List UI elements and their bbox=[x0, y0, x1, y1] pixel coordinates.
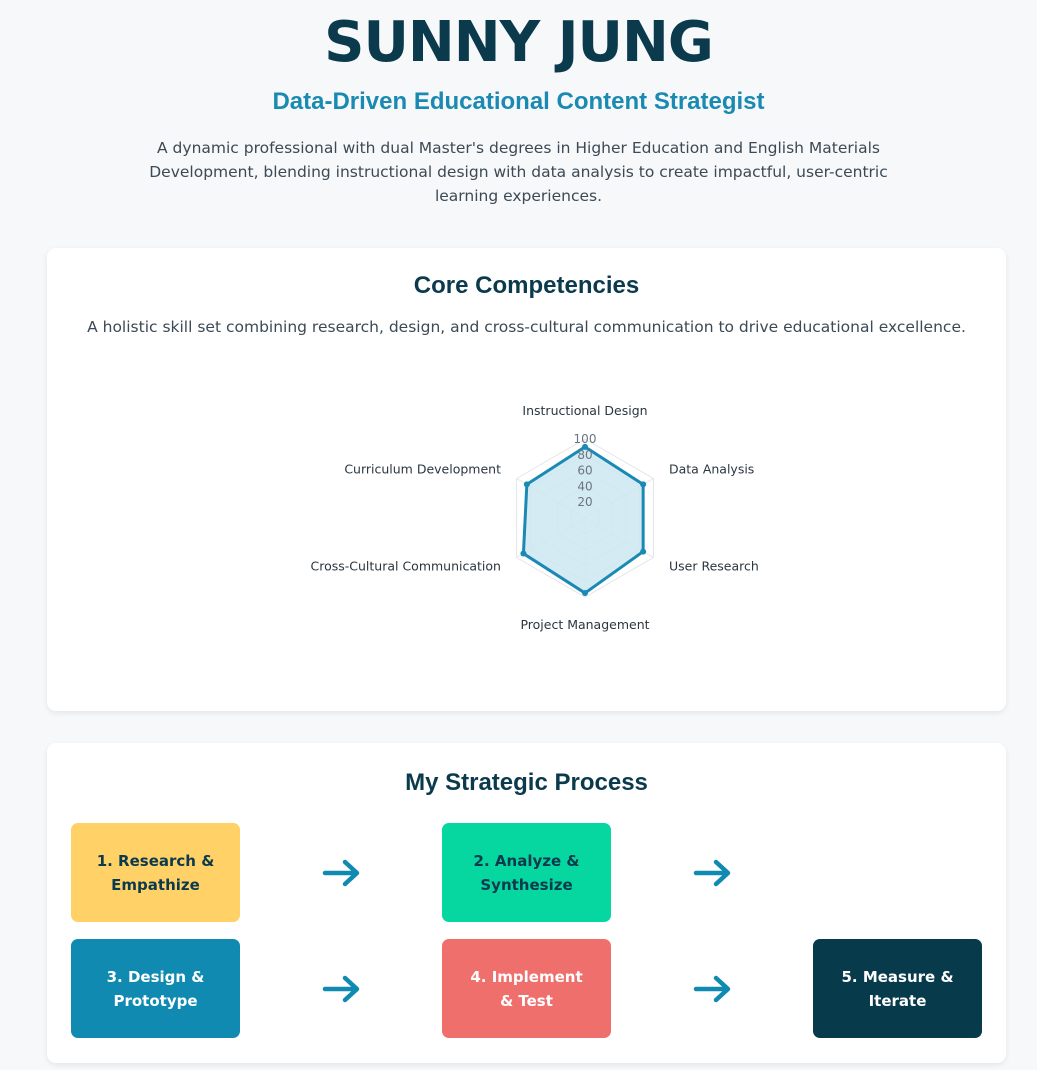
radar-tick-label: 20 bbox=[577, 495, 593, 510]
summary: A dynamic professional with dual Master's degrees in Higher Education and English Materials Development, blending instructional design with data analysis to create impactful, user-centric learning experiences. bbox=[149, 139, 888, 205]
tagline: Data-Driven Educational Content Strategist bbox=[272, 88, 765, 115]
radar-category-label: User Research bbox=[669, 558, 759, 574]
arrow-right-icon bbox=[322, 974, 362, 1004]
process-step-4 bbox=[442, 939, 611, 1038]
arrow-right-icon bbox=[693, 858, 733, 888]
radar-tick-label: 40 bbox=[577, 479, 593, 494]
process-step-2 bbox=[442, 823, 611, 922]
radar-tick-label: 80 bbox=[577, 447, 593, 462]
radar-point bbox=[524, 481, 530, 487]
radar-chart bbox=[47, 248, 1006, 711]
radar-tick-label: 60 bbox=[577, 463, 593, 478]
competencies-card bbox=[47, 248, 1006, 711]
competencies-description: A holistic skill set combining research, design, and cross-cultural communication to drive educational excellence. bbox=[87, 318, 966, 336]
process-step-5 bbox=[813, 939, 982, 1038]
competencies-title: Core Competencies bbox=[413, 272, 640, 299]
arrow-right-icon bbox=[322, 858, 362, 888]
radar-point bbox=[520, 551, 526, 557]
radar-category-label: Project Management bbox=[520, 617, 650, 632]
process-title: My Strategic Process bbox=[405, 769, 648, 796]
step-2-label: 2. Analyze & Synthesize bbox=[473, 851, 580, 894]
radar-point bbox=[582, 590, 588, 596]
step-1-label: 1. Research & Empathize bbox=[96, 851, 215, 894]
step-5-label: 5. Measure & Iterate bbox=[841, 967, 954, 1010]
radar-category-label: Curriculum Development bbox=[344, 461, 501, 477]
person-name: SUNNY JUNG bbox=[324, 10, 713, 75]
radar-category-label: Cross-Cultural Communication bbox=[310, 558, 501, 574]
process-step-3 bbox=[71, 939, 240, 1038]
step-3-label: 3. Design & Prototype bbox=[106, 967, 205, 1010]
radar-point bbox=[640, 549, 646, 555]
header bbox=[0, 0, 1037, 208]
radar-category-label: Data Analysis bbox=[669, 461, 755, 477]
arrow-right-icon bbox=[693, 974, 733, 1004]
radar-point bbox=[640, 481, 646, 487]
step-4-label: 4. Implement & Test bbox=[470, 967, 583, 1010]
process-card bbox=[47, 743, 1006, 1063]
radar-category-label: Instructional Design bbox=[522, 403, 648, 418]
radar-tick-label: 100 bbox=[573, 432, 597, 446]
process-step-1 bbox=[71, 823, 240, 922]
